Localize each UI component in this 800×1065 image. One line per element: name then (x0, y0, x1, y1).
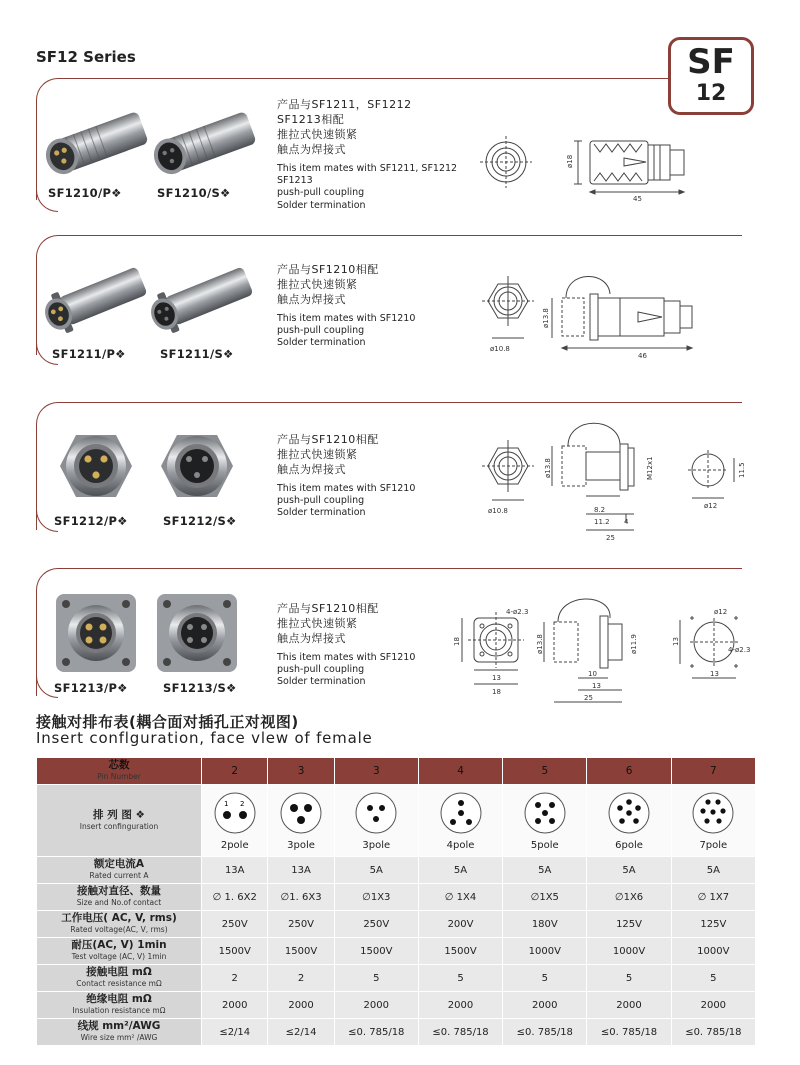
desc-en-line: Solder termination (277, 507, 366, 519)
table-cell: ≤0. 785/18 (418, 1019, 502, 1046)
svg-text:1: 1 (223, 799, 229, 808)
product-description (277, 262, 415, 350)
row-label (37, 992, 202, 1019)
table-header-row (37, 758, 756, 785)
desc-en-line: push-pull coupling (277, 325, 365, 337)
pin-layout-icon (213, 791, 257, 835)
dim-label: 4 (624, 518, 629, 526)
desc-cn-line: 触点为焊接式 (277, 463, 346, 476)
desc-cn-line: 触点为焊接式 (277, 293, 346, 306)
header-label-cn: 芯数 (108, 759, 130, 771)
desc-cn-line: SF1213相配 (277, 113, 345, 126)
table-cell: 1500V (268, 938, 334, 965)
desc-en-line: push-pull coupling (277, 664, 365, 676)
row-label-en: Wire size mm² /AWG (80, 1033, 158, 1042)
table-cell: 2000 (268, 992, 334, 1019)
spec-table (36, 757, 756, 1046)
row-label (37, 785, 202, 857)
table-cell: ≤2/14 (268, 1019, 334, 1046)
dim-label: 4-ø2.3 (728, 646, 751, 654)
model-label: SF1211/S❖ (160, 347, 234, 361)
table-cell: ≤0. 785/18 (503, 1019, 587, 1046)
pin-diagram-cell (418, 785, 502, 857)
model-label: SF1211/P❖ (52, 347, 126, 361)
dim-label: ø13.8 (542, 308, 550, 328)
row-label-en: Insulation resistance mΩ (72, 1006, 166, 1015)
table-cell: 200V (418, 911, 502, 938)
product-description (277, 601, 415, 689)
badge-line1: SF (687, 42, 735, 82)
table-cell: 2000 (202, 992, 268, 1019)
table-cell: 5 (334, 965, 418, 992)
dim-label: ø11.9 (630, 634, 638, 654)
dim-label: ø10.8 (490, 345, 510, 353)
desc-cn-line: 触点为焊接式 (277, 632, 346, 645)
table-cell: ∅1. 6X3 (268, 884, 334, 911)
row-label (37, 884, 202, 911)
dim-label: 25 (606, 534, 615, 542)
row-label-cn: 工作电压( AC, V, rms) (61, 912, 177, 924)
table-cell: 250V (268, 911, 334, 938)
connector-photo-sf1213-p (52, 590, 148, 676)
header-label (37, 758, 202, 785)
header-label-en: Pin Number (97, 772, 141, 781)
row-label-en: Size and No.of contact (76, 898, 162, 907)
table-cell: 180V (503, 911, 587, 938)
row-label (37, 857, 202, 884)
product-description (277, 432, 415, 520)
row-label-en: Contact resistance mΩ (76, 979, 162, 988)
desc-cn-line: 推拉式快速锁紧 (277, 617, 358, 630)
dim-label: ø13.8 (536, 634, 544, 654)
table-cell: 13A (268, 857, 334, 884)
table-cell: 2000 (418, 992, 502, 1019)
table-cell: ∅ 1X4 (418, 884, 502, 911)
dim-label: 13 (672, 637, 680, 646)
connector-photo-sf1212-s (153, 423, 249, 509)
badge-line2: 12 (695, 81, 727, 106)
row-label-cn: 绝缘电阻 mΩ (86, 993, 152, 1005)
table-cell: 250V (202, 911, 268, 938)
connector-photo-sf1211-p (42, 258, 150, 342)
table-row (37, 884, 756, 911)
table-cell: ≤0. 785/18 (334, 1019, 418, 1046)
table-cell: ≤0. 785/18 (671, 1019, 755, 1046)
pole-label: 3pole (287, 839, 315, 851)
connector-photo-sf1211-s (148, 258, 256, 342)
desc-en-line: push-pull coupling (277, 495, 365, 507)
dim-label: 45 (633, 195, 642, 203)
dim-label: ø12 (714, 608, 728, 616)
desc-cn-line: 推拉式快速锁紧 (277, 278, 358, 291)
table-cell: 2000 (671, 992, 755, 1019)
dim-label: ø10.8 (488, 507, 508, 515)
table-cell: 250V (334, 911, 418, 938)
row-label-cn: 排 列 图 ❖ (93, 808, 145, 821)
desc-cn-line: 产品与SF1210相配 (277, 433, 379, 446)
pole-label: 4pole (446, 839, 475, 851)
model-label: SF1210/P❖ (48, 186, 122, 200)
row-label-en: Rated current A (89, 871, 149, 880)
table-row (37, 938, 756, 965)
row-label-cn: 线规 mm²/AWG (77, 1020, 161, 1032)
desc-en-line: Solder termination (277, 337, 366, 349)
pin-diagram-cell (503, 785, 587, 857)
table-cell: 5 (418, 965, 502, 992)
technical-drawing-sf1213 (452, 594, 752, 708)
pin-diagram-cell (587, 785, 671, 857)
desc-cn-line: 产品与SF1210相配 (277, 602, 379, 615)
header-cell: 4 (418, 758, 502, 785)
desc-en-line: push-pull coupling (277, 187, 365, 199)
connector-photo-sf1210-s (148, 103, 260, 185)
header-cell: 5 (503, 758, 587, 785)
table-cell: 1500V (418, 938, 502, 965)
model-label: SF1212/P❖ (54, 514, 128, 528)
desc-cn-line: 推拉式快速锁紧 (277, 128, 358, 141)
table-cell: ≤2/14 (202, 1019, 268, 1046)
desc-en-line: This item mates with SF1210 (277, 483, 416, 494)
desc-en-line: Solder termination (277, 676, 366, 688)
table-cell: ∅1X5 (503, 884, 587, 911)
technical-drawing-sf1212 (478, 418, 748, 542)
row-label (37, 911, 202, 938)
table-cell: 2000 (587, 992, 671, 1019)
pole-label: 7pole (699, 839, 728, 851)
pin-diagram-cell (268, 785, 334, 857)
table-cell: 1500V (202, 938, 268, 965)
table-row (37, 857, 756, 884)
table-cell: 13A (202, 857, 268, 884)
table-cell: ∅1X6 (587, 884, 671, 911)
pin-diagram-cell (671, 785, 755, 857)
desc-cn-line: 产品与SF1210相配 (277, 263, 379, 276)
pole-label: 2pole (220, 839, 249, 851)
row-label-cn: 接触对直径、数量 (77, 885, 161, 897)
table-cell: 5 (671, 965, 755, 992)
table-cell: 5 (503, 965, 587, 992)
pole-label: 5pole (530, 839, 559, 851)
dim-label: M12x1 (646, 456, 654, 480)
desc-cn-line: 触点为焊接式 (277, 143, 346, 156)
row-label (37, 938, 202, 965)
header-cell: 2 (202, 758, 268, 785)
table-cell: 1000V (671, 938, 755, 965)
desc-en-line: This item mates with SF1210 (277, 652, 416, 663)
pin-layout-icon (691, 791, 735, 835)
dim-label: 10 (588, 670, 597, 678)
model-label: SF1212/S❖ (163, 514, 237, 528)
dim-label: 4-ø2.3 (506, 608, 529, 616)
pin-layout-icon (523, 791, 567, 835)
table-cell: 1500V (334, 938, 418, 965)
header-cell: 6 (587, 758, 671, 785)
table-cell: ∅ 1. 6X2 (202, 884, 268, 911)
table-cell: 1000V (587, 938, 671, 965)
table-cell: ∅1X3 (334, 884, 418, 911)
desc-cn-line: 推拉式快速锁紧 (277, 448, 358, 461)
table-cell: 5A (587, 857, 671, 884)
pin-layout-icon (354, 791, 398, 835)
table-cell: 5A (671, 857, 755, 884)
dim-label: 13 (492, 674, 501, 682)
table-cell: 125V (671, 911, 755, 938)
row-label-cn: 耐压(AC, V) 1min (71, 939, 167, 951)
table-cell: 2000 (334, 992, 418, 1019)
table-cell: 125V (587, 911, 671, 938)
table-row (37, 1019, 756, 1046)
model-label: SF1213/P❖ (54, 681, 128, 695)
dim-label: 11.2 (594, 518, 610, 526)
table-row (37, 992, 756, 1019)
series-title: SF12 Series (36, 48, 136, 66)
pole-label: 3pole (362, 839, 391, 851)
table-cell: 5A (334, 857, 418, 884)
dim-label: 13 (592, 682, 601, 690)
table-cell: 5A (418, 857, 502, 884)
insert-title-en: Insert conflguration, face vlew of female (36, 729, 373, 747)
desc-en-line: SF1213 (277, 175, 313, 187)
row-label-cn: 接触电阻 mΩ (86, 966, 152, 978)
desc-cn-line: 产品与SF1211，SF1212 (277, 98, 412, 111)
table-cell: 2 (268, 965, 334, 992)
dim-label: 13 (710, 670, 719, 678)
dim-label: 8.2 (594, 506, 606, 514)
row-label-cn: 额定电流A (93, 858, 145, 870)
dim-label: 18 (453, 637, 461, 646)
header-cell: 3 (334, 758, 418, 785)
connector-photo-sf1213-s (153, 590, 249, 676)
series-badge (668, 37, 754, 115)
connector-photo-sf1212-p (52, 423, 148, 509)
dim-label: 25 (584, 694, 593, 702)
table-row (37, 965, 756, 992)
table-cell: 5A (503, 857, 587, 884)
model-label: SF1213/S❖ (163, 681, 237, 695)
table-cell: ∅ 1X7 (671, 884, 755, 911)
table-cell: ≤0. 785/18 (587, 1019, 671, 1046)
product-description (277, 97, 457, 212)
technical-drawing-sf1211 (478, 268, 728, 360)
table-cell: 1000V (503, 938, 587, 965)
dim-label: ø12 (704, 502, 718, 510)
svg-text:2: 2 (239, 799, 245, 808)
pin-diagram-cell (202, 785, 268, 857)
insert-row (37, 785, 756, 857)
dim-label: ø13.8 (544, 458, 552, 478)
connector-photo-sf1210-p (40, 103, 152, 185)
desc-en-line: Solder termination (277, 199, 366, 211)
model-label: SF1210/S❖ (157, 186, 231, 200)
row-label-en: Insert confinguration (79, 821, 159, 831)
dim-label: 11.5 (738, 462, 746, 478)
table-cell: 2000 (503, 992, 587, 1019)
insert-title-cn: 接触对排布表(耦合面对插孔正对视图) (36, 713, 299, 731)
header-cell: 3 (268, 758, 334, 785)
row-label-en: Test voltage (AC, V) 1min (71, 952, 167, 961)
desc-en-line: This item mates with SF1210 (277, 313, 416, 324)
dim-label: 46 (638, 352, 647, 360)
pin-layout-icon (607, 791, 651, 835)
pole-label: 6pole (615, 839, 643, 851)
pin-diagram-cell (334, 785, 418, 857)
dim-label: 18 (492, 688, 501, 696)
row-label-en: Rated voltage(AC, V, rms) (70, 925, 168, 934)
pin-layout-icon (279, 791, 323, 835)
table-row (37, 911, 756, 938)
row-label (37, 965, 202, 992)
table-cell: 5 (587, 965, 671, 992)
pin-layout-icon (439, 791, 483, 835)
desc-en-line: This item mates with SF1211, SF1212 (277, 163, 458, 174)
row-label (37, 1019, 202, 1046)
technical-drawing-sf1210 (478, 128, 723, 204)
header-cell: 7 (671, 758, 755, 785)
table-cell: 2 (202, 965, 268, 992)
dim-label: ø18 (566, 154, 574, 168)
